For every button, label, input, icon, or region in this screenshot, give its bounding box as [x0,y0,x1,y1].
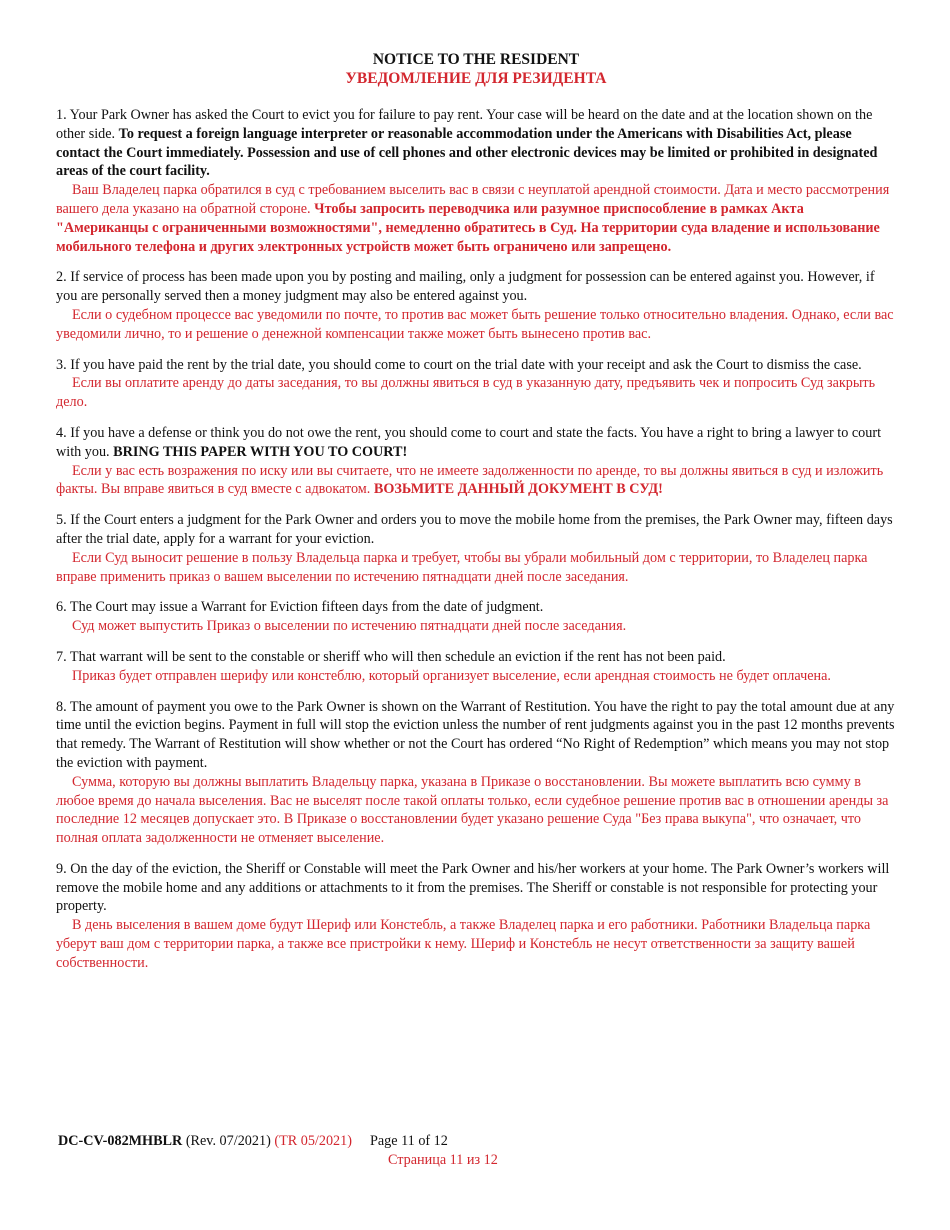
notice-header [56,50,896,88]
paragraph-russian: Приказ будет отправлен шерифу или констеблю, который организует выселение, если арендная стоимость не будет оплачена. [72,667,831,684]
paragraph-9 [56,860,896,973]
paragraph-2 [56,268,896,343]
paragraph-russian: Ваш Владелец парка обратился в суд с требованием выселить вас в связи с неуплатой арендной стоимости. Дата и место рассмотрения вашего дела указано на обратной стороне. Чтобы запросить переводчика или разумное приспособление в рамках Акта "Американцы с ограниченными возможностями", немедленно обратитесь в Суд. На территории суда владение и использование мобильного телефона и других электронных устройств может быть ограничено или запрещено. [56,182,890,255]
paragraph-3 [56,356,896,412]
page-number-russian: Страница 11 из 12 [388,1152,498,1168]
paragraph-7 [56,648,896,686]
paragraph-english: 3. If you have paid the rent by the trial date, you should come to court on the trial date with your receipt and ask the Court to dismiss the case. [56,356,862,373]
paragraph-english: 4. If you have a defense or think you do not owe the rent, you should come to court and state the facts. You have a right to bring a lawyer to court with you. BRING THIS PAPER WITH YOU TO COURT! [56,424,882,460]
paragraph-russian: Суд может выпустить Приказ о выселении по истечению пятнадцати дней после заседания. [72,618,627,635]
paragraph-1 [56,106,896,256]
paragraph-russian: Если вы оплатите аренду до даты заседания, то вы должны явиться в суд в указанную дату, предъявить чек и попросить Суд закрыть дело. [56,375,876,411]
form-id: DC-CV-082MHBLR [58,1133,183,1149]
paragraph-russian: Если Суд выносит решение в пользу Владельца парка и требует, чтобы вы убрали мобильный дом с территории, то Владелец парка вправе применить приказ о вашем выселении по истечению пятнадцати дней после заседания. [56,549,868,585]
title-english: NOTICE TO THE RESIDENT [372,51,580,68]
page-footer [58,1132,498,1168]
paragraph-english: 6. The Court may issue a Warrant for Eviction fifteen days from the date of judgment. [56,599,544,616]
translation-revision: (TR 05/2021) [274,1133,352,1149]
document-page [56,50,896,985]
paragraph-8 [56,698,896,848]
paragraph-english: 2. If service of process has been made upon you by posting and mailing, only a judgment for possession can be entered against you. However, if you are personally served then a money judgment may also be entered against you. [56,269,875,305]
paragraph-english: 8. The amount of payment you owe to the Park Owner is shown on the Warrant of Restitution. You have the right to pay the total amount due at any time until the eviction begins. Payment in full will stop the eviction unless the number of rent judgments against you in the past 12 months prevents that remedy. The Warrant of Restitution will show whether or not the Court has ordered “No Right of Redemption” which means you may not stop the eviction with payment. [56,698,895,771]
page-number-english: Page 11 of 12 [369,1133,448,1149]
paragraph-english: 9. On the day of the eviction, the Sheriff or Constable will meet the Park Owner and his/her workers at your home. The Park Owner’s workers will remove the mobile home and any additions or attachments to it from the premises. The Sheriff or constable is not responsible for protecting your property. [56,860,890,915]
paragraph-russian: Если о судебном процессе вас уведомили по почте, то против вас может быть решение только относительно владения. Однако, если вас уведомили лично, то и решение о денежной компенсации также может быть вынесено против вас. [56,306,894,342]
paragraph-russian: Сумма, которую вы должны выплатить Владельцу парка, указана в Приказе о восстановлении. Вы можете выплатить всю сумму в любое время до начала выселения. Вас не выселят после такой оплаты только, если судебное решение против вас в отношении аренды за последние 12 месяцев допускает это. В Приказе о восстановлении будет указано решение Суда "Без права выкупа", что означает, что полная оплата задолженности не отменяет выселение. [56,773,889,847]
paragraph-russian: Если у вас есть возражения по иску или вы считаете, что не имеете задолженности по аренде, то вы должны явиться в суд и изложить факты. Вы вправе явиться в суд вместе с адвокатом. ВОЗЬМИТЕ ДАННЫЙ ДОКУМЕНТ В СУД! [56,462,884,498]
paragraph-russian: В день выселения в вашем доме будут Шериф или Констебль, а также Владелец парка и его работники. Работники Владельца парка уберут ваш дом с территории парка, а также все пристройки к нему. Шериф и Констебль не несут ответственности за защиту вашей собственности. [56,917,871,971]
paragraph-english: 7. That warrant will be sent to the constable or sheriff who will then schedule an eviction if the rent has not been paid. [56,648,726,665]
paragraph-english: 1. Your Park Owner has asked the Court to evict you for failure to pay rent. Your case will be heard on the date and at the location shown on the other side. To request a foreign language interpreter or reasonable accommodation under the Americans with Disabilities Act, please contact the Court immediately. Possession and use of cell phones and other electronic devices may be limited or prohibited in designated areas of the court facility. [56,107,878,180]
title-russian: УВЕДОМЛЕНИЕ ДЛЯ РЕЗИДЕНТА [345,70,607,87]
paragraph-5 [56,511,896,586]
paragraph-6 [56,598,896,636]
form-revision: (Rev. 07/2021) [182,1133,275,1149]
paragraph-4 [56,424,896,499]
paragraph-english: 5. If the Court enters a judgment for the Park Owner and orders you to move the mobile home from the premises, the Park Owner may, fifteen days after the trial date, apply for a warrant for your eviction. [56,512,893,547]
